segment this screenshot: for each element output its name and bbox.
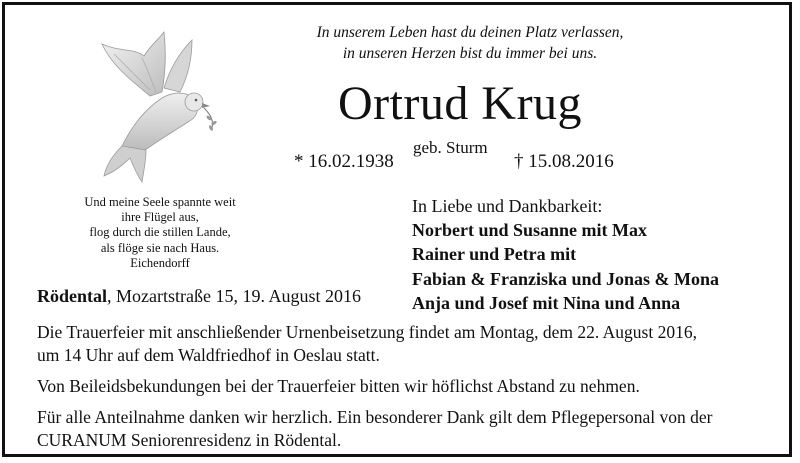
poem-line: flog durch die stillen Lande, [89,225,231,240]
poem-line: ihre Flügel aus, [121,210,199,225]
death-date: † 15.08.2016 [514,151,614,172]
poem-line: Und meine Seele spannte weit [84,195,236,209]
motto-line: In unserem Leben hast du deinen Platz verlassen, [316,24,624,41]
place-date [37,286,361,307]
place-town: Rödental [37,286,108,306]
motto-quote [270,22,670,64]
thanks-line: Für alle Anteilnahme danken wir herzlich. Ein besonderer Dank gilt dem Pflegepersonal von der [37,407,713,427]
poem [40,195,280,271]
maiden-name: geb. Sturm [413,138,488,157]
funeral-paragraph [37,321,777,367]
poem-line: als flöge sie nach Haus. [100,240,220,255]
motto-line: in unseren Herzen bist du immer bei uns. [342,45,598,62]
condolence-line: Von Beileidsbekundungen bei der Trauerfeier bitten wir höflichst Abstand zu nehmen. [37,376,640,396]
mourner-line: Rainer und Petra mit [412,244,577,265]
mourner-line: Norbert und Susanne mit Max [412,220,648,241]
funeral-line: Die Trauerfeier mit anschließender Urnenbeisetzung findet am Montag, dem 22. August 2016, [37,322,697,342]
funeral-line: um 14 Uhr auf dem Waldfriedhof in Oeslau statt. [37,345,380,365]
poem-author: Eichendorff [130,255,190,270]
dove-icon [92,26,232,186]
condolence-paragraph [37,375,777,398]
thanks-line: CURANUM Seniorenresidenz in Rödental. [37,430,342,450]
mourner-line: Anja und Josef mit Nina und Anna [412,292,681,313]
deceased-name: Ortrud Krug [337,77,583,130]
mourner-line: Fabian & Franziska und Jonas & Mona [412,268,720,289]
thanks-paragraph [37,406,777,452]
birth-date: * 16.02.1938 [294,151,394,172]
place-address: , Mozartstraße 15, 19. August 2016 [107,286,361,306]
mourners-intro: In Liebe und Dankbarkeit: [412,196,603,216]
mourners-list [412,194,719,315]
announcement-text [37,321,777,460]
